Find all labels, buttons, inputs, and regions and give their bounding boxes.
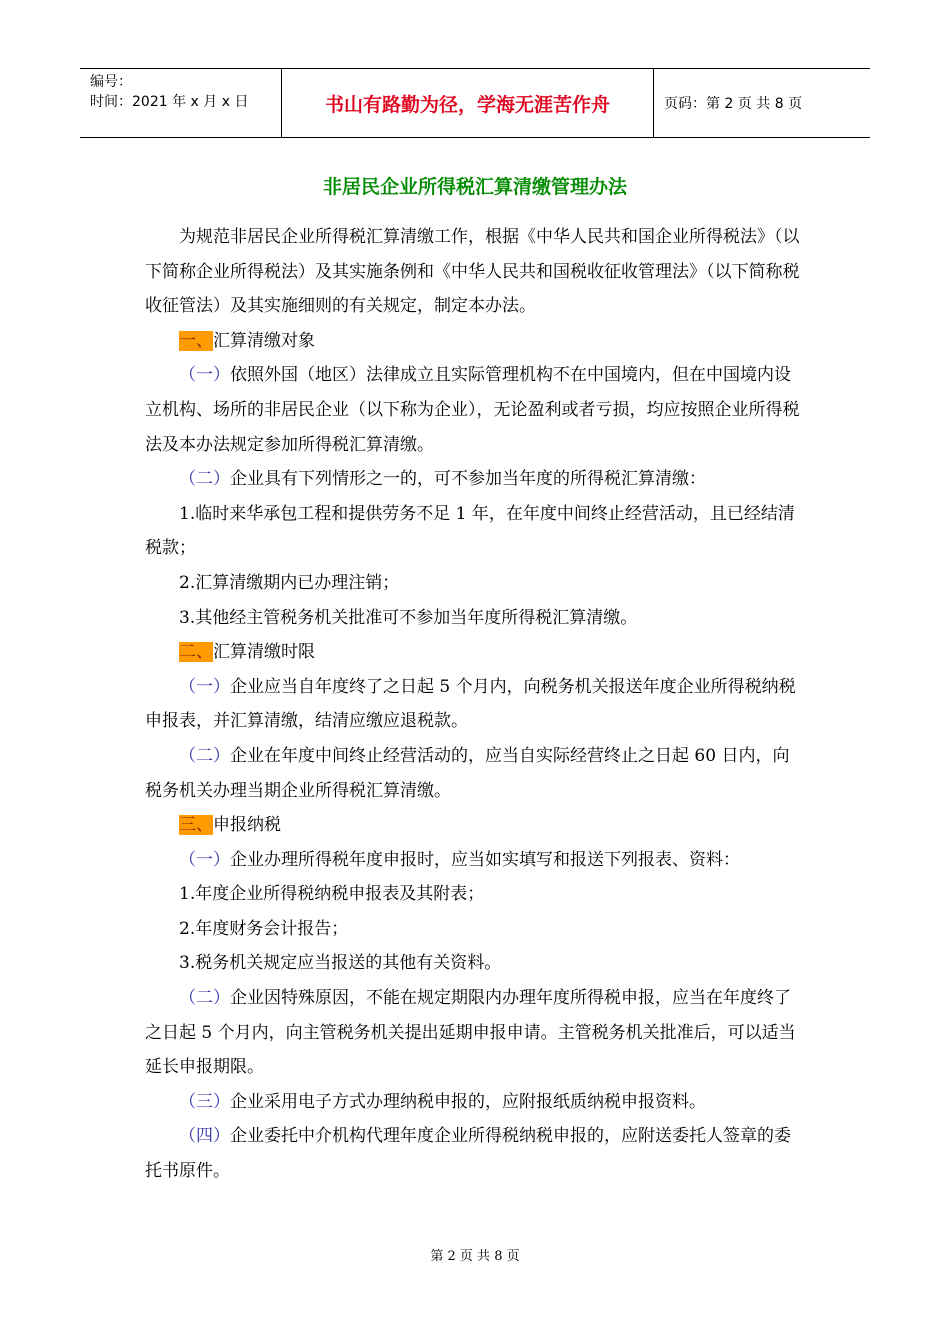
paragraph: （一）企业应当自年度终了之日起 5 个月内，向税务机关报送年度企业所得税纳税申报表，并汇算清缴，结清应缴应退税款。	[145, 676, 796, 732]
heading-number: 二、	[179, 642, 213, 663]
header-left-cell	[80, 69, 282, 137]
paragraph: （三）企业采用电子方式办理纳税申报的，应附报纸质纳税申报资料。	[179, 1091, 706, 1112]
heading-number: 三、	[179, 815, 213, 836]
page-footer: 第 2 页 共 8 页	[430, 1249, 520, 1264]
paragraph: （二）企业在年度中间终止经营活动的，应当自实际经营终止之日起 60 日内，向税务机关办理当期企业所得税汇算清缴。	[145, 745, 790, 801]
paragraph: （四）企业委托中介机构代理年度企业所得税纳税申报的，应附送委托人签章的委托书原件。	[145, 1126, 791, 1182]
number-label: 编号：	[90, 74, 132, 90]
paragraph: （二）企业具有下列情形之一的，可不参加当年度的所得税汇算清缴：	[179, 469, 706, 490]
paragraph: （一）依照外国（地区）法律成立且实际管理机构不在中国境内，但在中国境内设立机构、场所的非居民企业（以下称为企业），无论盈利或者亏损，均应按照企业所得税法及本办法规定参加所得税汇算清缴。	[145, 365, 800, 455]
motto: 书山有路勤为径，学海无涯苦作舟	[282, 69, 654, 137]
heading-number: 一、	[179, 330, 213, 351]
page-info: 页码：第 2 页 共 8 页	[664, 96, 803, 112]
section-heading: 三、申报纳税	[179, 815, 281, 836]
list-item: 3.税务机关规定应当报送的其他有关资料。	[179, 953, 502, 974]
list-item: 1.临时来华承包工程和提供劳务不足 1 年，在年度中间终止经营活动，且已经结清税款；	[145, 503, 795, 559]
time-label: 时间：2021 年 x 月 x 日	[90, 94, 249, 110]
document-body	[145, 220, 805, 1189]
list-item: 2.年度财务会计报告；	[179, 918, 349, 939]
paragraph: 为规范非居民企业所得税汇算清缴工作，根据《中华人民共和国企业所得税法》（以下简称企业所得税法）及其实施条例和《中华人民共和国税收征收管理法》（以下简称税收征管法）及其实施细则的有关规定，制定本办法。	[145, 227, 800, 317]
list-item: 3.其他经主管税务机关批准可不参加当年度所得税汇算清缴。	[179, 607, 638, 628]
paragraph: （一）企业办理所得税年度申报时，应当如实填写和报送下列报表、资料：	[179, 849, 740, 870]
document-header	[80, 68, 870, 138]
document-title: 非居民企业所得税汇算清缴管理办法	[322, 176, 627, 198]
paragraph: （二）企业因特殊原因，不能在规定期限内办理年度所得税申报，应当在年度终了之日起 5 个月内，向主管税务机关提出延期申报申请。主管税务机关批准后，可以适当延长申报期限。	[145, 988, 796, 1078]
section-heading: 二、汇算清缴时限	[179, 642, 315, 663]
section-heading: 一、汇算清缴对象	[179, 330, 315, 351]
list-item: 2.汇算清缴期内已办理注销；	[179, 572, 400, 593]
list-item: 1.年度企业所得税纳税申报表及其附表；	[179, 884, 485, 905]
